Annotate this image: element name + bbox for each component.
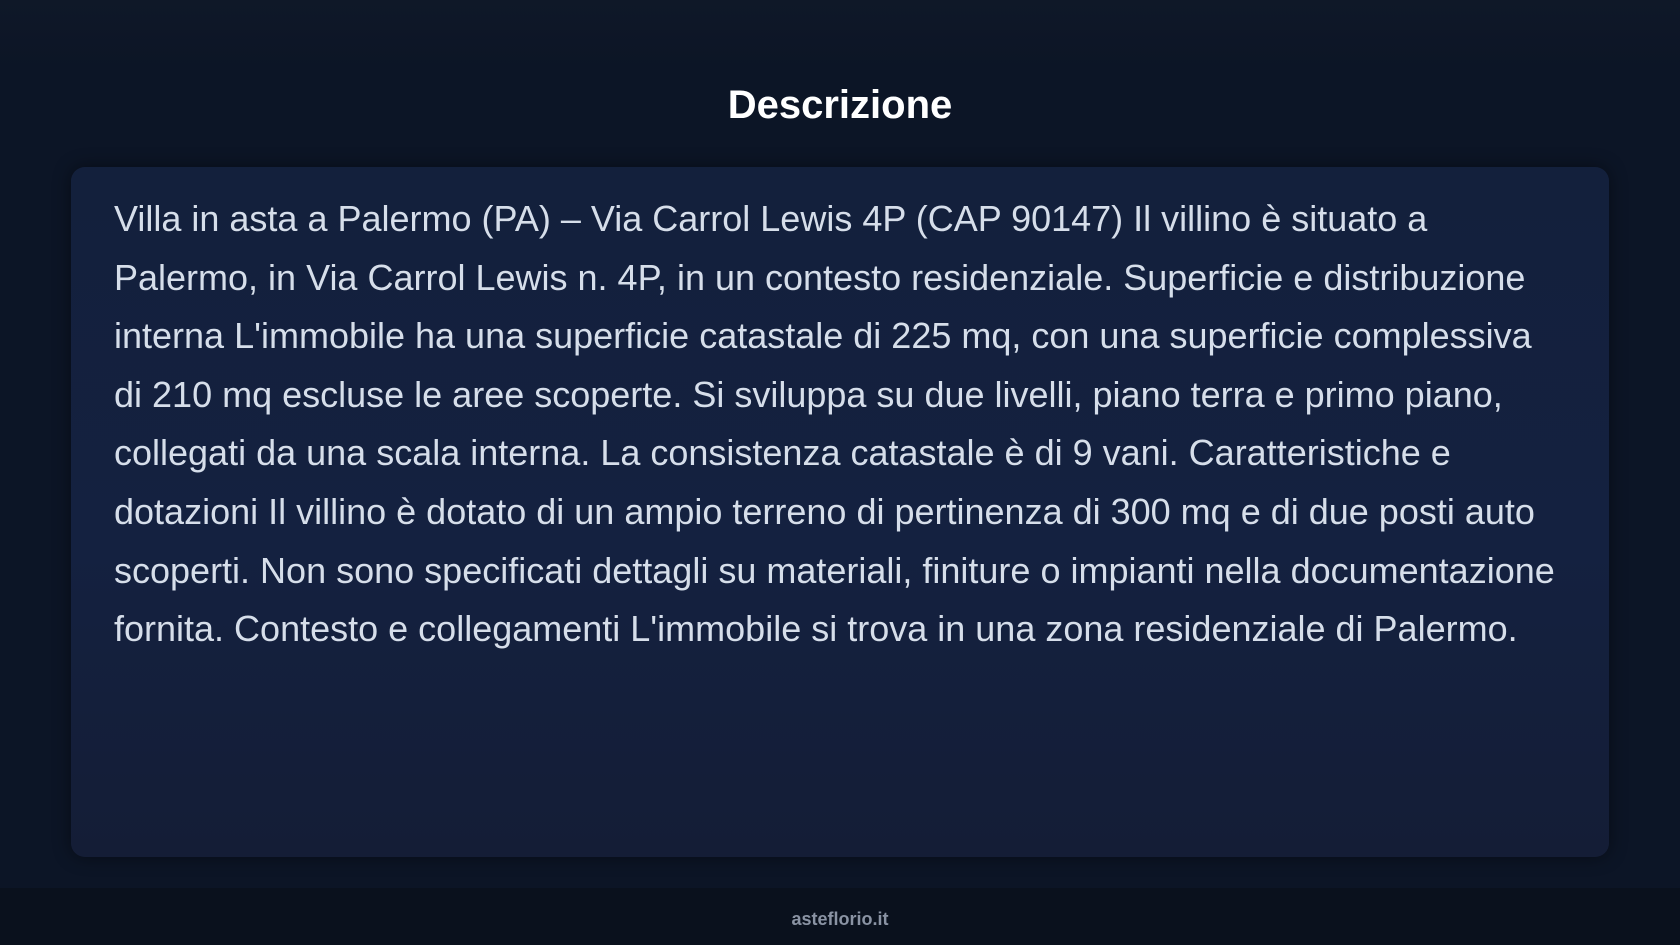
footer-brand: asteflorio.it <box>791 909 889 929</box>
top-band <box>0 0 1680 70</box>
description-text: Villa in asta a Palermo (PA) – Via Carrol Lewis 4P (CAP 90147) Il villino è situato a Palermo, in Via Carrol Lewis n. 4P, in un contesto residenziale. Superficie e distribuzione interna L'immobile ha una superficie catastale di 225 mq, con una superficie complessiva di 210 mq escluse le aree scoperte. Si sviluppa su due livelli, piano terra e primo piano, collegati da una scala interna. La consistenza catastale è di 9 vani. Caratteristiche e dotazioni Il villino è dotato di un ampio terreno di pertinenza di 300 mq e di due posti auto scoperti. Non sono specificati dettagli su materiali, finiture o impianti nella documentazione fornita. Contesto e collegamenti L'immobile si trova in una zona residenziale di Palermo. <box>114 198 1555 650</box>
page-title: Descrizione <box>727 83 953 127</box>
